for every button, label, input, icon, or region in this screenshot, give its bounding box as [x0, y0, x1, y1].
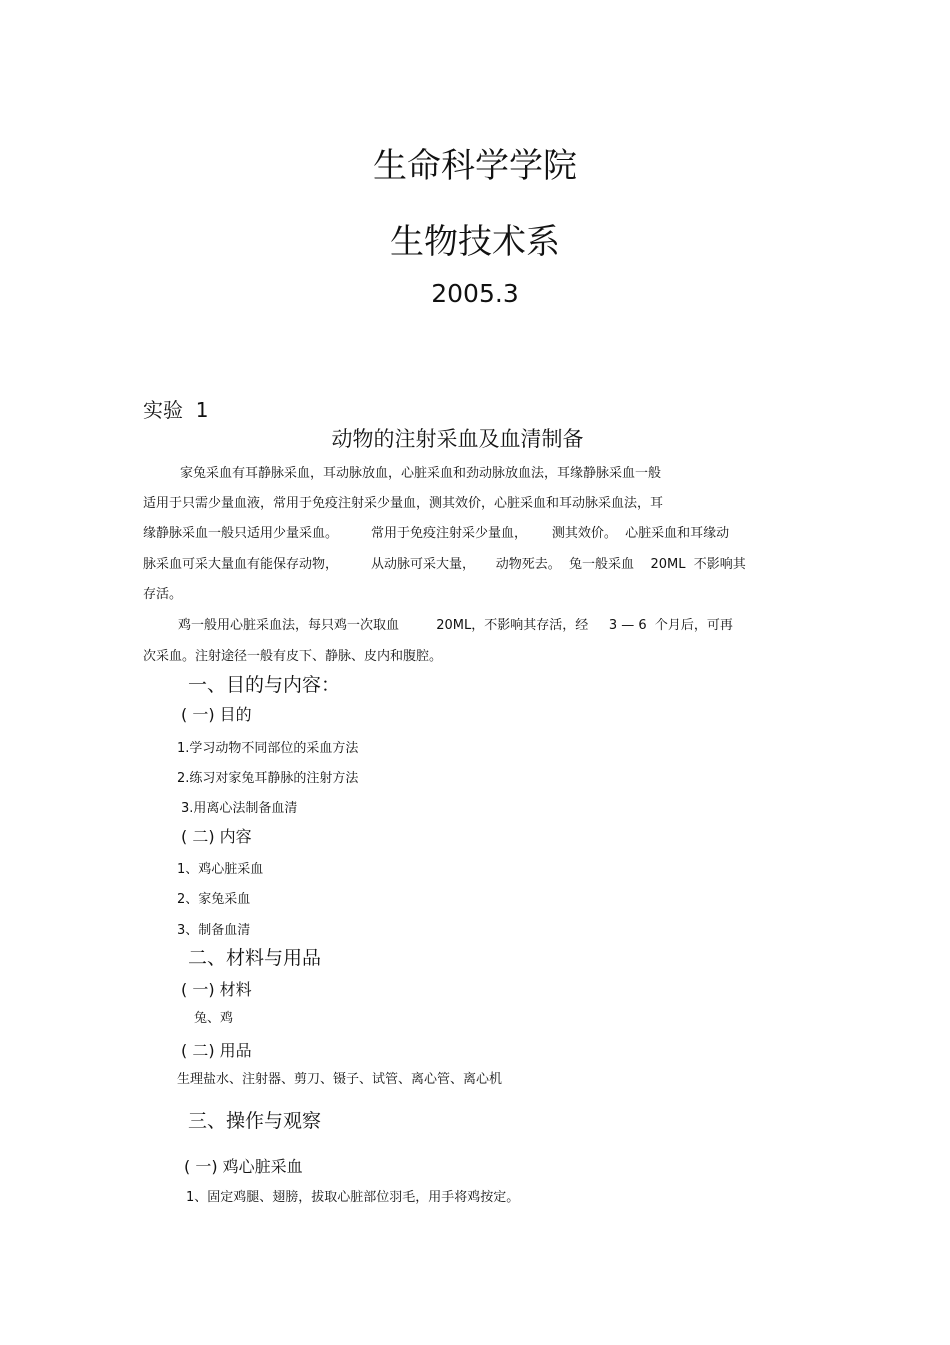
intro-line: 适用于只需少量血液，常用于免疫注射采少量血，测其效价，心脏采血和耳动脉采血法，耳 [143, 496, 664, 511]
supplies-text: 生理盐水、注射器、剪刀、镊子、试管、离心管、离心机 [177, 1072, 503, 1087]
step-item: 1、固定鸡腿、翅膀，拔取心脏部位羽毛，用手将鸡按定。 [186, 1190, 520, 1205]
intro-line: 脉采血可采大量血有能保存动物， 从动脉可采大量， 动物死去。 兔一般采血 20ML 不影响其 [143, 557, 746, 572]
content-item: 1、鸡心脏采血 [177, 862, 264, 877]
materials-text: 兔、鸡 [194, 1011, 234, 1026]
content-item: 3、制备血清 [177, 923, 251, 938]
section2-sub2: ( 二) 用品 [181, 1041, 252, 1060]
section3-heading: 三、操作与观察 [188, 1110, 322, 1132]
section3-sub1: ( 一) 鸡心脏采血 [184, 1157, 303, 1176]
section1-sub1: ( 一) 目的 [181, 705, 252, 724]
purpose-item: 2.练习对家兔耳静脉的注射方法 [177, 771, 359, 786]
intro-line: 家兔采血有耳静脉采血，耳动脉放血，心脏采血和劲动脉放血法，耳缘静脉采血一般 [180, 466, 662, 481]
intro-line: 存活。 [143, 587, 183, 602]
intro-line: 鸡一般用心脏采血法，每只鸡一次取血 20ML，不影响其存活，经 3 — 6 个月后，可再 [178, 618, 733, 633]
intro-line: 缘静脉采血一般只适用少量采血。 常用于免疫注射采少量血， 测其效价。 心脏采血和耳缘动 [143, 526, 730, 541]
college-title: 生命科学学院 [373, 146, 577, 186]
purpose-item: 1.学习动物不同部位的采血方法 [177, 741, 359, 756]
content-item: 2、家兔采血 [177, 892, 251, 907]
section2-heading: 二、材料与用品 [188, 947, 322, 969]
experiment-label: 实验 1 [143, 398, 209, 422]
section1-sub2: ( 二) 内容 [181, 827, 252, 846]
purpose-item: 3.用离心法制备血清 [181, 801, 298, 816]
section2-sub1: ( 一) 材料 [181, 980, 252, 999]
date-label: 2005.3 [431, 279, 519, 308]
experiment-title: 动物的注射采血及血清制备 [331, 427, 584, 451]
intro-line: 次采血。注射途径一般有皮下、静脉、皮内和腹腔。 [143, 649, 443, 664]
section1-heading: 一、目的与内容： [188, 674, 341, 696]
department-title: 生物技术系 [390, 222, 560, 262]
